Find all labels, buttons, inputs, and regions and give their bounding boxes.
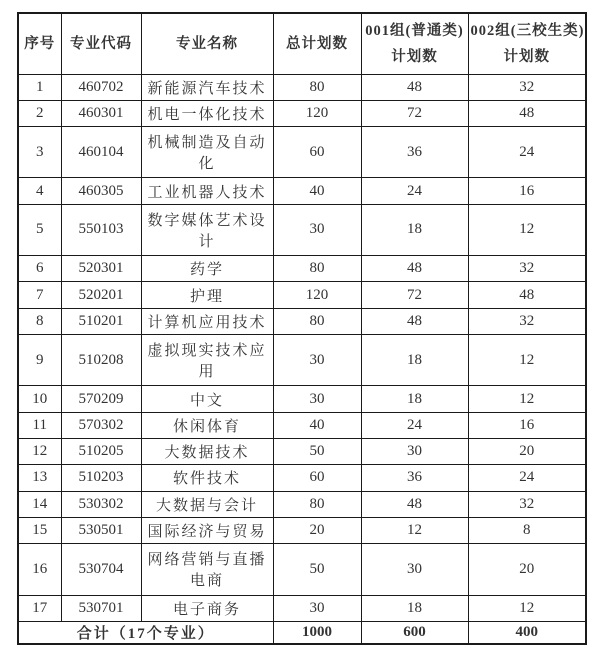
group001-plan: 48 xyxy=(361,491,468,517)
column-header-serial: 序号 xyxy=(18,13,61,74)
total-row xyxy=(18,622,586,645)
total-plan: 50 xyxy=(273,544,361,595)
group002-plan: 12 xyxy=(468,204,586,255)
group002-plan: 16 xyxy=(468,178,586,204)
row-serial: 14 xyxy=(18,491,61,517)
group002-plan: 8 xyxy=(468,517,586,543)
row-serial: 5 xyxy=(18,204,61,255)
table-row xyxy=(18,127,586,178)
total-label: 合计（17个专业） xyxy=(18,622,273,645)
major-code: 510205 xyxy=(61,439,141,465)
major-code: 530501 xyxy=(61,517,141,543)
major-name: 中文 xyxy=(141,386,273,412)
table-row xyxy=(18,308,586,334)
table-row xyxy=(18,100,586,126)
group001-plan: 72 xyxy=(361,282,468,308)
group001-plan: 18 xyxy=(361,595,468,621)
header-row xyxy=(18,13,586,74)
row-serial: 17 xyxy=(18,595,61,621)
major-code: 550103 xyxy=(61,204,141,255)
major-code: 530701 xyxy=(61,595,141,621)
major-code: 510203 xyxy=(61,465,141,491)
total-plan: 60 xyxy=(273,465,361,491)
table-row xyxy=(18,178,586,204)
group002-sum: 400 xyxy=(468,622,586,645)
total-plan: 60 xyxy=(273,127,361,178)
group002-plan: 20 xyxy=(468,544,586,595)
table-row xyxy=(18,517,586,543)
major-name: 护理 xyxy=(141,282,273,308)
major-code: 520301 xyxy=(61,256,141,282)
group001-plan: 30 xyxy=(361,544,468,595)
group001-plan: 12 xyxy=(361,517,468,543)
total-plan: 20 xyxy=(273,517,361,543)
major-name: 工业机器人技术 xyxy=(141,178,273,204)
major-name: 大数据与会计 xyxy=(141,491,273,517)
row-serial: 11 xyxy=(18,412,61,438)
total-plan: 30 xyxy=(273,204,361,255)
row-serial: 16 xyxy=(18,544,61,595)
major-name: 计算机应用技术 xyxy=(141,308,273,334)
major-name: 软件技术 xyxy=(141,465,273,491)
major-name: 大数据技术 xyxy=(141,439,273,465)
total-plan: 50 xyxy=(273,439,361,465)
table-row xyxy=(18,335,586,386)
table-row xyxy=(18,595,586,621)
table-row xyxy=(18,465,586,491)
row-serial: 3 xyxy=(18,127,61,178)
table-row xyxy=(18,74,586,100)
table-row xyxy=(18,544,586,595)
major-name: 药学 xyxy=(141,256,273,282)
group001-plan: 30 xyxy=(361,439,468,465)
major-code: 460104 xyxy=(61,127,141,178)
column-header-group002: 002组(三校生类) 计划数 xyxy=(468,13,586,74)
row-serial: 9 xyxy=(18,335,61,386)
group001-plan: 18 xyxy=(361,204,468,255)
total-plan: 40 xyxy=(273,412,361,438)
major-name: 机电一体化技术 xyxy=(141,100,273,126)
row-serial: 12 xyxy=(18,439,61,465)
group002-plan: 32 xyxy=(468,74,586,100)
column-header-major-name: 专业名称 xyxy=(141,13,273,74)
major-name: 国际经济与贸易 xyxy=(141,517,273,543)
table-row xyxy=(18,386,586,412)
major-name: 数字媒体艺术设计 xyxy=(141,204,273,255)
row-serial: 7 xyxy=(18,282,61,308)
total-plan-sum: 1000 xyxy=(273,622,361,645)
total-plan: 120 xyxy=(273,100,361,126)
group001-plan: 36 xyxy=(361,127,468,178)
group002-plan: 48 xyxy=(468,282,586,308)
major-name: 新能源汽车技术 xyxy=(141,74,273,100)
major-code: 510201 xyxy=(61,308,141,334)
row-serial: 15 xyxy=(18,517,61,543)
table-row xyxy=(18,204,586,255)
group002-plan: 48 xyxy=(468,100,586,126)
group002-plan: 32 xyxy=(468,308,586,334)
group002-plan: 24 xyxy=(468,127,586,178)
group002-plan: 20 xyxy=(468,439,586,465)
column-header-group001: 001组(普通类) 计划数 xyxy=(361,13,468,74)
group002-plan: 16 xyxy=(468,412,586,438)
table-row xyxy=(18,282,586,308)
table-row xyxy=(18,256,586,282)
major-code: 520201 xyxy=(61,282,141,308)
group002-plan: 32 xyxy=(468,256,586,282)
total-plan: 30 xyxy=(273,335,361,386)
table-row xyxy=(18,412,586,438)
total-plan: 120 xyxy=(273,282,361,308)
group001-plan: 72 xyxy=(361,100,468,126)
total-plan: 80 xyxy=(273,74,361,100)
group001-plan: 18 xyxy=(361,335,468,386)
group002-plan: 12 xyxy=(468,335,586,386)
column-header-major-code: 专业代码 xyxy=(61,13,141,74)
major-name: 电子商务 xyxy=(141,595,273,621)
group001-plan: 24 xyxy=(361,412,468,438)
group001-sum: 600 xyxy=(361,622,468,645)
total-plan: 30 xyxy=(273,386,361,412)
group002-plan: 24 xyxy=(468,465,586,491)
major-code: 460305 xyxy=(61,178,141,204)
group001-plan: 48 xyxy=(361,74,468,100)
major-name: 网络营销与直播电商 xyxy=(141,544,273,595)
total-plan: 40 xyxy=(273,178,361,204)
major-code: 570209 xyxy=(61,386,141,412)
total-plan: 80 xyxy=(273,491,361,517)
major-code: 570302 xyxy=(61,412,141,438)
group001-plan: 48 xyxy=(361,308,468,334)
major-code: 460702 xyxy=(61,74,141,100)
major-name: 虚拟现实技术应用 xyxy=(141,335,273,386)
total-plan: 30 xyxy=(273,595,361,621)
major-code: 530302 xyxy=(61,491,141,517)
major-code: 460301 xyxy=(61,100,141,126)
table-body xyxy=(18,74,586,622)
row-serial: 10 xyxy=(18,386,61,412)
enrollment-plan-table xyxy=(17,12,587,645)
row-serial: 2 xyxy=(18,100,61,126)
group001-plan: 48 xyxy=(361,256,468,282)
table-row xyxy=(18,439,586,465)
major-code: 510208 xyxy=(61,335,141,386)
row-serial: 4 xyxy=(18,178,61,204)
row-serial: 1 xyxy=(18,74,61,100)
group002-plan: 32 xyxy=(468,491,586,517)
row-serial: 6 xyxy=(18,256,61,282)
major-name: 机械制造及自动化 xyxy=(141,127,273,178)
major-name: 休闲体育 xyxy=(141,412,273,438)
group002-plan: 12 xyxy=(468,386,586,412)
column-header-total-plan: 总计划数 xyxy=(273,13,361,74)
group002-plan: 12 xyxy=(468,595,586,621)
total-plan: 80 xyxy=(273,308,361,334)
row-serial: 8 xyxy=(18,308,61,334)
table-row xyxy=(18,491,586,517)
major-code: 530704 xyxy=(61,544,141,595)
group001-plan: 36 xyxy=(361,465,468,491)
row-serial: 13 xyxy=(18,465,61,491)
group001-plan: 18 xyxy=(361,386,468,412)
group001-plan: 24 xyxy=(361,178,468,204)
total-plan: 80 xyxy=(273,256,361,282)
